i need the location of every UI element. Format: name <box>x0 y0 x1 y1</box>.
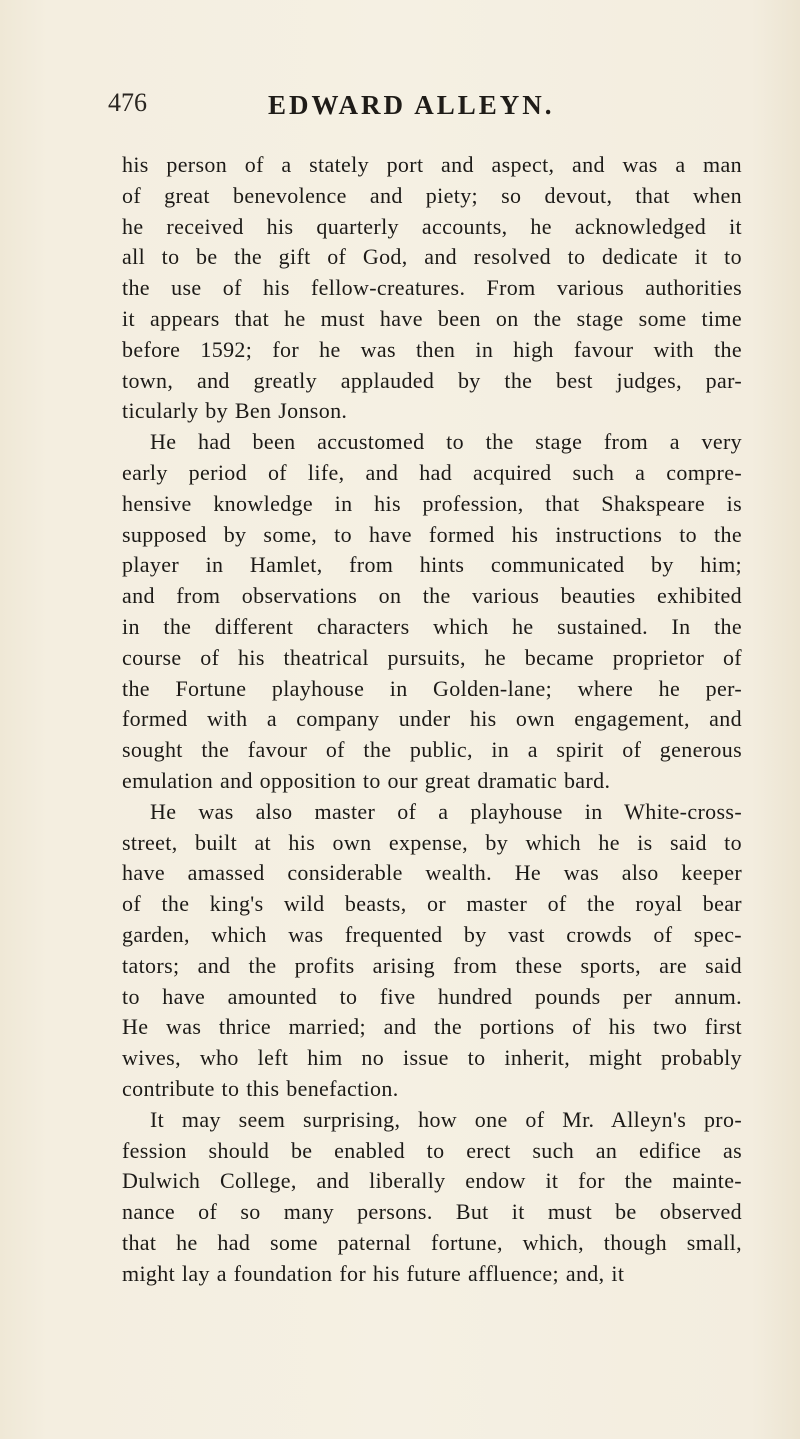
text-line: It may seem surprising, how one of Mr. Alleyn's pro- <box>150 1106 742 1132</box>
text-line: ticularly by Ben Jonson. <box>122 398 348 424</box>
text-line: of great benevolence and piety; so devout, that when <box>122 182 742 208</box>
text-line: the use of his fellow-creatures. From various authorities <box>122 275 742 301</box>
text-line: he received his quarterly accounts, he acknowledged it <box>122 213 742 239</box>
text-line: fession should be enabled to erect such an edifice as <box>122 1137 742 1163</box>
text-line: in the different characters which he sustained. In the <box>122 613 742 639</box>
paragraph <box>122 797 742 1105</box>
page-number: 476 <box>108 88 147 117</box>
text-line: nance of so many persons. But it must be observed <box>122 1199 742 1225</box>
text-line: might lay a foundation for his future affluence; and, it <box>122 1260 625 1286</box>
text-line: Dulwich College, and liberally endow it for the mainte- <box>122 1168 742 1194</box>
paragraph <box>122 150 742 427</box>
text-line: wives, who left him no issue to inherit, might probably <box>122 1045 742 1071</box>
paragraph <box>122 1105 742 1290</box>
text-line: emulation and opposition to our great dramatic bard. <box>122 767 611 793</box>
text-line: player in Hamlet, from hints communicated by him; <box>122 552 742 578</box>
text-line: that he had some paternal fortune, which, though small, <box>122 1229 742 1255</box>
text-line: He was also master of a playhouse in White-cross- <box>150 798 742 824</box>
text-line: supposed by some, to have formed his instructions to the <box>122 521 742 547</box>
text-line: sought the favour of the public, in a spirit of generous <box>122 737 742 763</box>
paragraph <box>122 427 742 797</box>
text-line: his person of a stately port and aspect, and was a man <box>122 152 742 177</box>
text-line: town, and greatly applauded by the best judges, par- <box>122 367 742 393</box>
text-line: and from observations on the various beauties exhibited <box>122 583 742 609</box>
page-header <box>108 88 740 128</box>
running-head: EDWARD ALLEYN. <box>268 90 555 120</box>
text-line: contribute to this benefaction. <box>122 1075 399 1101</box>
text-line: course of his theatrical pursuits, he became proprietor of <box>122 644 742 670</box>
text-line: formed with a company under his own engagement, and <box>122 706 742 732</box>
text-line: street, built at his own expense, by which he is said to <box>122 829 742 855</box>
body-text <box>122 150 742 1289</box>
text-line: early period of life, and had acquired such a compre- <box>122 459 742 485</box>
text-line: hensive knowledge in his profession, that Shakspeare is <box>122 490 742 516</box>
text-line: the Fortune playhouse in Golden-lane; where he per- <box>122 675 742 701</box>
text-line: to have amounted to five hundred pounds per annum. <box>122 983 742 1009</box>
text-line: He had been accustomed to the stage from a very <box>150 429 742 455</box>
text-line: before 1592; for he was then in high favour with the <box>122 336 742 362</box>
text-line: garden, which was frequented by vast crowds of spec- <box>122 921 742 947</box>
text-line: all to be the gift of God, and resolved to dedicate it to <box>122 244 742 270</box>
text-line: it appears that he must have been on the stage some time <box>122 305 742 331</box>
text-line: tators; and the profits arising from these sports, are said <box>122 952 742 978</box>
text-line: have amassed considerable wealth. He was also keeper <box>122 860 742 886</box>
text-line: He was thrice married; and the portions of his two first <box>122 1014 742 1040</box>
text-line: of the king's wild beasts, or master of the royal bear <box>122 891 742 917</box>
